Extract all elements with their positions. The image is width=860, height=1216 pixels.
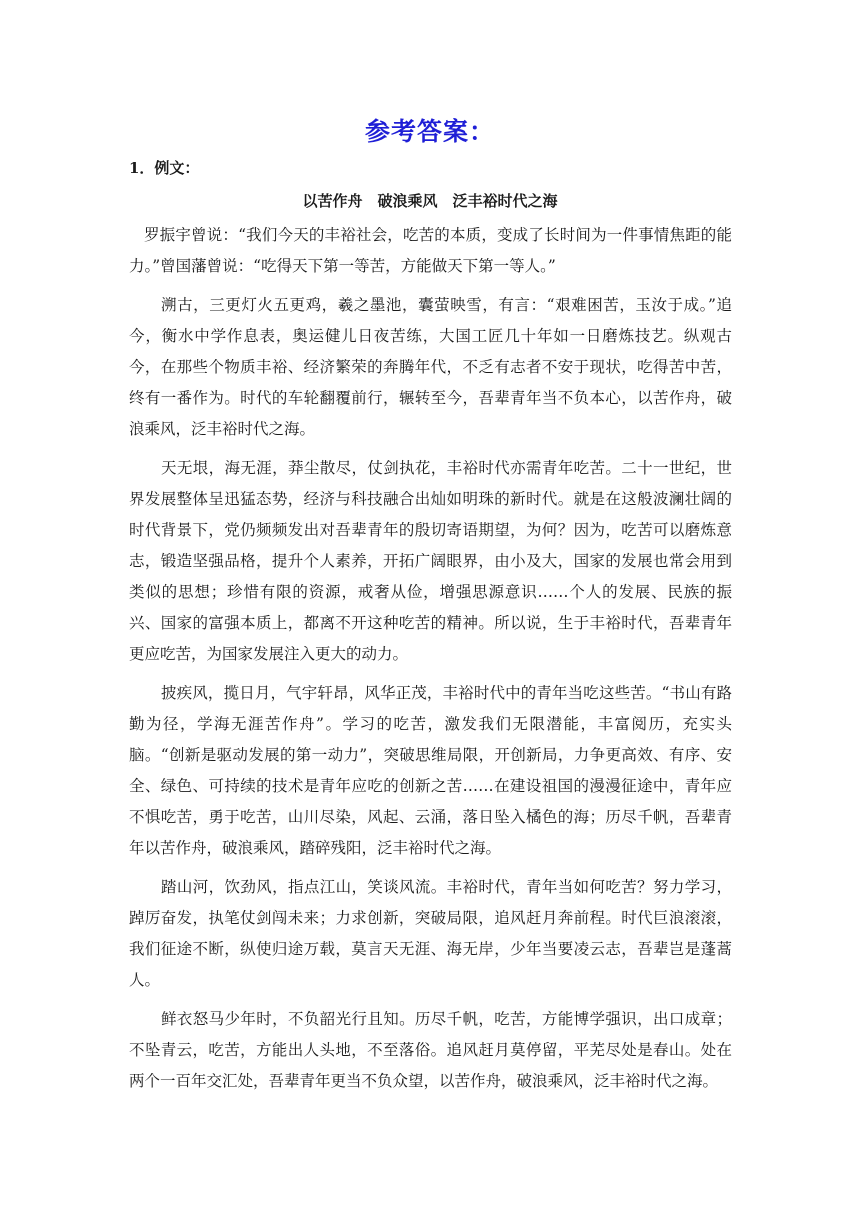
essay-paragraph: 罗振宇曾说：“我们今天的丰裕社会，吃苦的本质，变成了长时间为一件事情焦距的能力。”曾国藩曾说：“吃得天下第一等苦，方能做天下第一等人。” <box>129 226 732 275</box>
essay-paragraph: 天无垠，海无涯，莽尘散尽，仗剑执花，丰裕时代亦需青年吃苦。二十一世纪，世界发展整体呈迅猛态势，经济与科技融合出灿如明珠的新时代。就是在这般波澜壮阔的时代背景下，党仍频频发出对吾辈青年的殷切寄语期望，为何？因为，吃苦可以磨炼意志，锻造坚强品格，提升个人素养，开拓广阔眼界，由小及大，国家的发展也常会用到类似的思想；珍惜有限的资源，戒奢从俭，增强思源意识……个人的发展、民族的振兴、国家的富强本质上，都离不开这种吃苦的精神。所以说，生于丰裕时代，吾辈青年更应吃苦，为国家发展注入更大的动力。 <box>129 459 732 663</box>
essay-paragraph: 披疾风，揽日月，气宇轩昂，风华正茂，丰裕时代中的青年当吃这些苦。“书山有路勤为径，学海无涯苦作舟”。学习的吃苦，激发我们无限潜能，丰富阅历，充实头脑。“创新是驱动发展的第一动力”，突破思维局限，开创新局，力争更高效、有序、安全、绿色、可持续的技术是青年应吃的创新之苦……在建设祖国的漫漫征途中，青年应不惧吃苦，勇于吃苦，山川尽染，风起、云涌，落日坠入橘色的海；历尽千帆，吾辈青年以苦作舟，破浪乘风，踏碎残阳，泛丰裕时代之海。 <box>129 684 732 857</box>
essay-title: 以苦作舟 破浪乘风 泛丰裕时代之海 <box>302 192 558 210</box>
essay-paragraph: 溯古，三更灯火五更鸡，羲之墨池，囊萤映雪，有言：“艰难困苦，玉汝于成。”追今，衡水中学作息表，奥运健儿日夜苦练，大国工匠几十年如一日磨炼技艺。纵观古今，在那些个物质丰裕、经济繁荣的奔腾年代，不乏有志者不安于现状，吃得苦中苦，终有一番作为。时代的车轮翻覆前行，辗转至今，吾辈青年当不负本心，以苦作舟，破浪乘风，泛丰裕时代之海。 <box>129 296 732 438</box>
question-number-label: 1．例文： <box>129 159 200 177</box>
essay-body <box>129 220 732 1105</box>
answer-heading: 参考答案： <box>364 117 495 146</box>
essay-paragraph: 踏山河，饮劲风，指点江山，笑谈风流。丰裕时代，青年当如何吃苦？努力学习，踔厉奋发，执笔仗剑闯未来；力求创新，突破局限，追风赶月奔前程。时代巨浪滚滚，我们征途不断，纵使归途万载，莫言天无涯、海无岸，少年当要凌云志，吾辈岂是蓬蒿人。 <box>129 878 732 989</box>
essay-paragraph: 鲜衣怒马少年时，不负韶光行且知。历尽千帆，吃苦，方能博学强识，出口成章；不坠青云，吃苦，方能出人头地，不至落俗。追风赶月莫停留，平芜尽处是春山。处在两个一百年交汇处，吾辈青年更当不负众望，以苦作舟，破浪乘风，泛丰裕时代之海。 <box>129 1010 732 1090</box>
